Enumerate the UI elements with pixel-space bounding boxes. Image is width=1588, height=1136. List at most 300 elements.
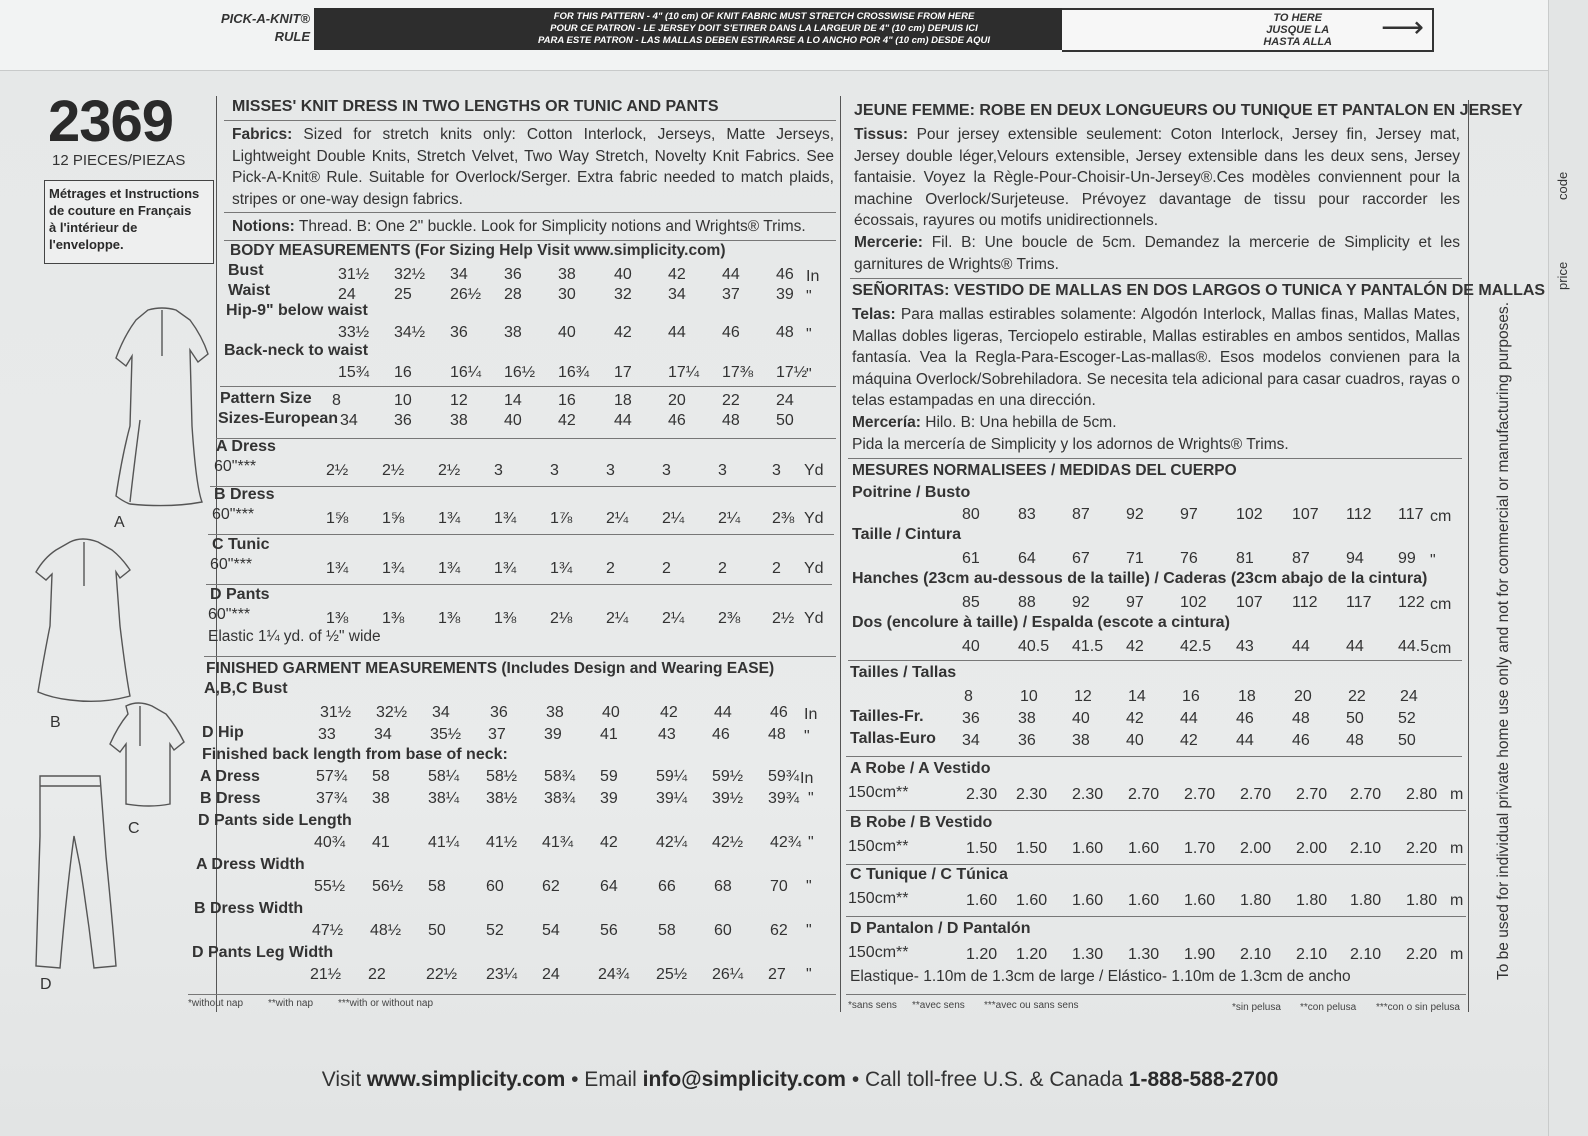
- pattern-size-cell: 14: [504, 392, 522, 409]
- unit: ": [808, 834, 814, 851]
- hip-cell: 36: [450, 324, 468, 341]
- stretch-instructions: FOR THIS PATTERN - 4" (10 cm) OF KNIT FABRIC MUST STRETCH CROSSWISE FROM HERE POUR CE PATRON - LE JERSEY DOIT S'ETIRER DANS LA LARGEUR DE 4" (10 cm) DEPUIS ICI PARA ESTE PATRON - LAS MALLAS DEBEN ESTIRARSE A LO ANCHO POR 4" (10 cm) DESDE AQUI: [538, 11, 990, 46]
- measure-3-cell: 44.5: [1398, 638, 1430, 655]
- waist-cell: 26½: [450, 286, 482, 303]
- measure-3-cell: 40.5: [1018, 638, 1050, 655]
- tailles-cell: 18: [1238, 688, 1256, 705]
- yardage-3-cell: 1⅜: [494, 610, 517, 627]
- yardage-3-cell: 2¼: [662, 610, 685, 627]
- metric-yardage-3-cell: 2.10: [1350, 946, 1382, 963]
- measure-label-0: Poitrine / Busto: [852, 484, 971, 501]
- garment-sketches: [30, 296, 220, 1026]
- fin-b-dress-cell: 38¾: [544, 790, 576, 807]
- tailles-cell: 22: [1348, 688, 1366, 705]
- fin-pants-length-cell: 42: [600, 834, 618, 851]
- row-label-waist: Waist: [228, 282, 271, 299]
- merceria-text: Mercería: Hilo. B: Una hebilla de 5cm.: [852, 414, 1117, 431]
- fin-a-width-cell: 68: [714, 878, 732, 895]
- measure-0-cell: 87: [1072, 506, 1090, 523]
- back-neck-cell: 16½: [504, 364, 536, 381]
- euro-size-cell: 40: [504, 412, 522, 429]
- measure-unit-1: ": [1430, 552, 1436, 569]
- yardage-label-1: B Dress: [214, 486, 275, 503]
- measure-2-cell: 85: [962, 594, 980, 611]
- fin-a-dress-cell: 59¾: [768, 768, 800, 785]
- fin-hip-cell: 35½: [430, 726, 462, 743]
- metric-yardage-2-cell: 1.80: [1350, 892, 1382, 909]
- divider-left: [216, 96, 217, 1012]
- tailles-fr-cell: 46: [1236, 710, 1254, 727]
- back-neck-cell: 17¼: [668, 364, 700, 381]
- hip-cell: 38: [504, 324, 522, 341]
- yardage-width-1: 60"***: [212, 506, 255, 523]
- pattern-size-cell: 16: [558, 392, 576, 409]
- metric-yardage-width-3: 150cm**: [848, 944, 909, 961]
- bust-cell: 36: [504, 266, 522, 283]
- metric-yardage-0-cell: 2.30: [1072, 786, 1104, 803]
- metric-yardage-unit-0: m: [1450, 786, 1464, 803]
- metric-yardage-1-cell: 2.00: [1240, 840, 1272, 857]
- fin-bust-cell: 34: [432, 704, 450, 721]
- tailles-cell: 16: [1182, 688, 1200, 705]
- bust-cell: 31½: [338, 266, 370, 283]
- body-measurements-title: BODY MEASUREMENTS (For Sizing Help Visit www.simplicity.com): [230, 242, 726, 259]
- metric-yardage-label-1: B Robe / B Vestido: [850, 814, 993, 831]
- tailles-fr-cell: 42: [1126, 710, 1144, 727]
- metric-yardage-unit-2: m: [1450, 892, 1464, 909]
- metric-yardage-0-cell: 2.70: [1240, 786, 1272, 803]
- fin-pants-width-cell: 21½: [310, 966, 342, 983]
- measure-1-cell: 94: [1346, 550, 1364, 567]
- row-label-hip: Hip-9" below waist: [226, 302, 368, 319]
- hip-cell: 33½: [338, 324, 370, 341]
- metric-yardage-unit-3: m: [1450, 946, 1464, 963]
- waist-cell: 34: [668, 286, 686, 303]
- back-neck-cell: 15¾: [338, 364, 370, 381]
- tailles-cell: 24: [1400, 688, 1418, 705]
- yardage-2-cell: 1¾: [550, 560, 573, 577]
- yardage-1-cell: 2¼: [718, 510, 741, 527]
- back-neck-cell: 17½: [776, 364, 808, 381]
- fin-b-width-cell: 48½: [370, 922, 402, 939]
- measure-2-cell: 117: [1346, 594, 1372, 611]
- fin-b-dress-cell: 39¾: [768, 790, 800, 807]
- measure-0-cell: 112: [1346, 506, 1372, 523]
- yardage-width-2: 60"***: [210, 556, 253, 573]
- metric-yardage-3-cell: 1.30: [1128, 946, 1160, 963]
- euro-size-cell: 36: [394, 412, 412, 429]
- unit: ": [808, 790, 814, 807]
- waist-cell: 28: [504, 286, 522, 303]
- sketch-d-pants: [36, 776, 116, 968]
- measure-3-cell: 43: [1236, 638, 1254, 655]
- fin-bust-cell: 42: [660, 704, 678, 721]
- euro-size-cell: 38: [450, 412, 468, 429]
- fin-label-back-length: Finished back length from base of neck:: [202, 746, 508, 763]
- pattern-size-cell: 24: [776, 392, 794, 409]
- measure-0-cell: 107: [1292, 506, 1319, 523]
- fin-a-dress-cell: 58¾: [544, 768, 576, 785]
- metric-yardage-1-cell: 1.50: [966, 840, 998, 857]
- unit: ": [806, 878, 812, 895]
- yardage-2-cell: 2: [662, 560, 671, 577]
- hip-cell: 40: [558, 324, 576, 341]
- tallas-euro-cell: 42: [1180, 732, 1198, 749]
- yardage-1-cell: 1¾: [438, 510, 461, 527]
- pattern-size-cell: 20: [668, 392, 686, 409]
- tallas-euro-cell: 36: [1018, 732, 1036, 749]
- euro-size-label: Sizes-European: [218, 410, 339, 427]
- yardage-0-cell: 2½: [326, 462, 349, 479]
- fin-label-b-dress: B Dress: [200, 790, 261, 807]
- yardage-3-cell: 1⅜: [326, 610, 349, 627]
- measure-3-cell: 42.5: [1180, 638, 1212, 655]
- sketch-c-tunic: [110, 703, 184, 806]
- metric-yardage-width-0: 150cm**: [848, 784, 909, 801]
- pick-a-knit-label: PICK-A-KNIT® RULE: [220, 11, 310, 44]
- metric-yardage-2-cell: 1.60: [1184, 892, 1216, 909]
- metric-yardage-0-cell: 2.70: [1350, 786, 1382, 803]
- measure-2-cell: 107: [1236, 594, 1263, 611]
- footnote-con-pelusa: **con pelusa: [1300, 1002, 1357, 1013]
- tailles-fr-cell: 52: [1398, 710, 1416, 727]
- fin-a-width-cell: 56½: [372, 878, 404, 895]
- footnote-con-o-sin-pelusa: ***con o sin pelusa: [1376, 1002, 1460, 1013]
- tallas-euro-cell: 44: [1236, 732, 1254, 749]
- measure-1-cell: 64: [1018, 550, 1036, 567]
- tailles-label: Tailles / Tallas: [850, 664, 957, 681]
- fin-label-b-width: B Dress Width: [194, 900, 304, 917]
- fin-b-width-cell: 56: [600, 922, 618, 939]
- metric-yardage-1-cell: 1.60: [1072, 840, 1104, 857]
- fin-a-width-cell: 58: [428, 878, 446, 895]
- tallas-euro-label: Tallas-Euro: [850, 730, 936, 747]
- fin-pants-width-cell: 22: [368, 966, 386, 983]
- yardage-3-cell: 2¼: [606, 610, 629, 627]
- fin-pants-length-cell: 41¾: [542, 834, 574, 851]
- mercerie-text: Mercerie: Fil. B: Une boucle de 5cm. Demandez la mercerie de Simplicity et les garnitures de Wrights® Trims.: [854, 234, 1460, 273]
- footnote-sans-sens: *sans sens: [848, 1000, 897, 1011]
- pick-a-knit-flap: [0, 0, 1588, 71]
- yardage-unit-0: Yd: [804, 462, 824, 479]
- measure-label-2: Hanches (23cm au-dessous de la taille) / Caderas (23cm abajo de la cintura): [852, 570, 1428, 587]
- fin-b-dress-cell: 38: [372, 790, 390, 807]
- yardage-3-cell: 1⅜: [382, 610, 405, 627]
- pattern-size-cell: 10: [394, 392, 412, 409]
- fin-b-width-cell: 60: [714, 922, 732, 939]
- euro-size-cell: 44: [614, 412, 632, 429]
- fin-label-pants-length: D Pants side Length: [198, 812, 352, 829]
- hip-cell: 34½: [394, 324, 426, 341]
- fin-a-width-cell: 70: [770, 878, 788, 895]
- fin-pants-length-cell: 42¾: [770, 834, 802, 851]
- merceria-text-2: Pida la mercería de Simplicity y los adornos de Wrights® Trims.: [852, 436, 1289, 453]
- waist-cell: 30: [558, 286, 576, 303]
- yardage-label-2: C Tunic: [212, 536, 270, 553]
- yardage-1-cell: 1¾: [494, 510, 517, 527]
- fin-bust-cell: 46: [770, 704, 788, 721]
- metric-yardage-0-cell: 2.80: [1406, 786, 1438, 803]
- waist-cell: 32: [614, 286, 632, 303]
- fin-a-width-cell: 60: [486, 878, 504, 895]
- hip-cell: 46: [722, 324, 740, 341]
- yardage-3-cell: 2⅜: [718, 610, 741, 627]
- tailles-cell: 10: [1020, 688, 1038, 705]
- metric-yardage-2-cell: 1.80: [1406, 892, 1438, 909]
- footnote-with-or-without-nap: ***with or without nap: [338, 998, 434, 1009]
- tailles-cell: 8: [964, 688, 973, 705]
- yardage-1-cell: 2¼: [606, 510, 629, 527]
- fin-a-dress-cell: 59½: [712, 768, 744, 785]
- waist-cell: 37: [722, 286, 740, 303]
- yardage-3-cell: 1⅜: [438, 610, 461, 627]
- measures-title: MESURES NORMALISEES / MEDIDAS DEL CUERPO: [852, 462, 1237, 479]
- fin-pants-width-cell: 25½: [656, 966, 688, 983]
- elastique-note: Elastique- 1.10m de 1.3cm de large / Elástico- 1.10m de 1.3cm de ancho: [850, 968, 1351, 985]
- yardage-width-3: 60"***: [208, 606, 251, 623]
- yardage-3-cell: 2⅛: [550, 610, 573, 627]
- unit: ": [806, 922, 812, 939]
- pattern-size-label: Pattern Size: [220, 390, 312, 407]
- envelope-edge: [1548, 0, 1588, 1136]
- tailles-cell: 12: [1074, 688, 1092, 705]
- measure-3-cell: 40: [962, 638, 980, 655]
- tailles-cell: 20: [1294, 688, 1312, 705]
- metric-yardage-3-cell: 2.20: [1406, 946, 1438, 963]
- metric-yardage-2-cell: 1.80: [1240, 892, 1272, 909]
- measure-3-cell: 44: [1292, 638, 1310, 655]
- sketch-label-a: A: [114, 514, 125, 531]
- metric-yardage-2-cell: 1.60: [1016, 892, 1048, 909]
- measure-0-cell: 97: [1180, 506, 1198, 523]
- fin-b-dress-cell: 39¼: [656, 790, 688, 807]
- measure-label-3: Dos (encolure à taille) / Espalda (escote a cintura): [852, 614, 1230, 631]
- measure-1-cell: 67: [1072, 550, 1090, 567]
- fin-b-dress-cell: 37¾: [316, 790, 348, 807]
- metric-yardage-1-cell: 2.10: [1350, 840, 1382, 857]
- yardage-1-cell: 1⅞: [550, 510, 573, 527]
- fin-hip-cell: 34: [374, 726, 392, 743]
- tailles-fr-cell: 38: [1018, 710, 1036, 727]
- row-label-bust: Bust: [228, 262, 264, 279]
- measure-0-cell: 117: [1398, 506, 1424, 523]
- metric-yardage-0-cell: 2.70: [1128, 786, 1160, 803]
- back-neck-cell: 16¾: [558, 364, 590, 381]
- back-neck-cell: 16: [394, 364, 412, 381]
- fin-bust-cell: 31½: [320, 704, 352, 721]
- fin-pants-width-cell: 24¾: [598, 966, 630, 983]
- bust-cell: 44: [722, 266, 740, 283]
- tailles-fr-label: Tailles-Fr.: [850, 708, 924, 725]
- tissus-text: Tissus: Pour jersey extensible seulement: Coton Interlock, Jersey fin, Jersey mat, Jersey double léger,Velours extensible, Jersey extensible dans les deux sens, Jersey fantaisie. Voyez la Règle-Pour-Choisir-Un-Jersey®.Ces modèles conviennent pour la machine Overlock/Surjeteuse. Prévoyez davantage de tissu pour raccorder les écossais, rayures ou motifs unidirectionnels.: [854, 126, 1460, 229]
- euro-size-cell: 34: [340, 412, 358, 429]
- fin-hip-cell: 41: [600, 726, 618, 743]
- metric-yardage-0-cell: 2.30: [966, 786, 998, 803]
- unit: In: [800, 770, 814, 787]
- metric-yardage-width-2: 150cm**: [848, 890, 909, 907]
- fin-a-dress-cell: 59¼: [656, 768, 688, 785]
- bust-cell: 40: [614, 266, 632, 283]
- fin-label-a-dress: A Dress: [200, 768, 260, 785]
- metric-yardage-3-cell: 1.20: [1016, 946, 1048, 963]
- measure-0-cell: 102: [1236, 506, 1263, 523]
- tailles-fr-cell: 40: [1072, 710, 1090, 727]
- edge-code-label: code: [1555, 171, 1570, 200]
- fin-b-width-cell: 47½: [312, 922, 344, 939]
- bust-cell: 34: [450, 266, 468, 283]
- fin-b-width-cell: 58: [658, 922, 676, 939]
- yardage-0-cell: 3: [662, 462, 671, 479]
- bust-cell: 42: [668, 266, 686, 283]
- metric-yardage-1-cell: 2.20: [1406, 840, 1438, 857]
- tailles-fr-cell: 44: [1180, 710, 1198, 727]
- fin-pants-width-cell: 23¼: [486, 966, 518, 983]
- email-link[interactable]: info@simplicity.com: [642, 1068, 846, 1091]
- measure-1-cell: 87: [1292, 550, 1310, 567]
- euro-size-cell: 42: [558, 412, 576, 429]
- metric-yardage-width-1: 150cm**: [848, 838, 909, 855]
- fabrics-text: Fabrics: Sized for stretch knits only: Cotton Interlock, Jerseys, Matte Jerseys, Lightweight Double Knits, Stretch Velvet, Two Way Stretch, Novelty Knit Fabrics. See Pick-A-Knit® Rule. Suitable for Overlock/Serger. Extra fabric needed to match plaids, stripes or one-way design fabrics.: [232, 126, 835, 208]
- metric-yardage-3-cell: 1.30: [1072, 946, 1104, 963]
- measure-1-cell: 81: [1236, 550, 1254, 567]
- contact-footer: Visit www.simplicity.com • Email info@simplicity.com • Call toll-free U.S. & Canada 1-888-588-2700: [321, 1068, 1279, 1091]
- measure-1-cell: 99: [1398, 550, 1416, 567]
- yardage-2-cell: 1¾: [382, 560, 405, 577]
- tallas-euro-cell: 34: [962, 732, 980, 749]
- fin-b-width-cell: 50: [428, 922, 446, 939]
- waist-cell: 25: [394, 286, 412, 303]
- fin-a-width-cell: 64: [600, 878, 618, 895]
- yardage-0-cell: 3: [718, 462, 727, 479]
- fin-a-dress-cell: 58: [372, 768, 390, 785]
- euro-size-cell: 46: [668, 412, 686, 429]
- fin-b-dress-cell: 39: [600, 790, 618, 807]
- tallas-euro-cell: 40: [1126, 732, 1144, 749]
- measure-unit-3: cm: [1430, 640, 1452, 657]
- tailles-fr-cell: 50: [1346, 710, 1364, 727]
- metric-yardage-2-cell: 1.60: [966, 892, 998, 909]
- pattern-size-cell: 18: [614, 392, 632, 409]
- fin-pants-length-cell: 42¼: [656, 834, 688, 851]
- fin-b-dress-cell: 38¼: [428, 790, 460, 807]
- waist-cell: 39: [776, 286, 794, 303]
- footnote-sin-pelusa: *sin pelusa: [1232, 1002, 1281, 1013]
- fin-pants-length-cell: 41¼: [428, 834, 460, 851]
- footnote-with-nap: **with nap: [268, 998, 314, 1009]
- fin-bust-cell: 38: [546, 704, 564, 721]
- metric-yardage-0-cell: 2.70: [1184, 786, 1216, 803]
- pieces-count: 12 PIECES/PIEZAS: [52, 152, 186, 169]
- yardage-0-cell: 3: [606, 462, 615, 479]
- fin-b-width-cell: 52: [486, 922, 504, 939]
- yardage-2-cell: 1¾: [438, 560, 461, 577]
- arrow-right-icon: ⟶: [1380, 11, 1424, 44]
- metric-yardage-3-cell: 1.20: [966, 946, 998, 963]
- yardage-unit-1: Yd: [804, 510, 824, 527]
- fin-pants-width-cell: 22½: [426, 966, 458, 983]
- fin-hip-cell: 37: [488, 726, 506, 743]
- footnote-without-nap: *without nap: [188, 998, 244, 1009]
- measure-label-1: Taille / Cintura: [852, 526, 962, 543]
- yardage-1-cell: 1⅝: [382, 510, 405, 527]
- yardage-width-0: 60"***: [214, 458, 257, 475]
- measure-0-cell: 83: [1018, 506, 1036, 523]
- fin-hip-cell: 48: [768, 726, 786, 743]
- tallas-euro-cell: 46: [1292, 732, 1310, 749]
- metric-yardage-3-cell: 1.90: [1184, 946, 1216, 963]
- fin-pants-length-cell: 42½: [712, 834, 744, 851]
- yardage-3-cell: 2½: [772, 610, 795, 627]
- metric-yardage-1-cell: 1.50: [1016, 840, 1048, 857]
- to-here-box: TO HERE JUSQUE LA HASTA ALLA ⟶: [1062, 8, 1434, 52]
- fin-bust-cell: 40: [602, 704, 620, 721]
- website-link[interactable]: www.simplicity.com: [366, 1068, 566, 1091]
- measure-2-cell: 92: [1072, 594, 1090, 611]
- unit: ": [806, 966, 812, 983]
- fin-b-width-cell: 62: [770, 922, 788, 939]
- measure-2-cell: 102: [1180, 594, 1207, 611]
- hip-cell: 42: [614, 324, 632, 341]
- divider-middle: [840, 96, 841, 1012]
- fin-label-bust: A,B,C Bust: [204, 680, 288, 697]
- hip-cell: 48: [776, 324, 794, 341]
- finished-measurements-title: FINISHED GARMENT MEASUREMENTS (Includes Design and Wearing EASE): [206, 660, 775, 677]
- tallas-euro-cell: 38: [1072, 732, 1090, 749]
- metric-yardage-unit-1: m: [1450, 840, 1464, 857]
- footnote-avec-sens: **avec sens: [912, 1000, 965, 1011]
- sketch-label-d: D: [40, 976, 52, 993]
- yardage-1-cell: 2¼: [662, 510, 685, 527]
- fin-pants-width-cell: 27: [768, 966, 786, 983]
- tailles-fr-cell: 36: [962, 710, 980, 727]
- metric-yardage-1-cell: 2.00: [1296, 840, 1328, 857]
- fin-b-dress-cell: 39½: [712, 790, 744, 807]
- fin-a-dress-cell: 57¾: [316, 768, 348, 785]
- fin-label-pants-width: D Pants Leg Width: [192, 944, 334, 961]
- yardage-unit-2: Yd: [804, 560, 824, 577]
- waist-cell: 24: [338, 286, 356, 303]
- bust-cell: 32½: [394, 266, 426, 283]
- usage-notice: To be used for individual private home use only and not for commercial or manufacturing purposes.: [1495, 301, 1512, 980]
- spanish-title: SEÑORITAS: VESTIDO DE MALLAS EN DOS LARGOS O TUNICA Y PANTALÓN DE MALLAS: [852, 282, 1546, 299]
- fin-bust-cell: 32½: [376, 704, 408, 721]
- bust-cell: 46: [776, 266, 794, 283]
- fin-label-a-width: A Dress Width: [196, 856, 305, 873]
- yardage-2-cell: 1¾: [326, 560, 349, 577]
- footnote-avec-ou-sans-sens: ***avec ou sans sens: [984, 1000, 1079, 1011]
- back-neck-cell: 17: [614, 364, 632, 381]
- euro-size-cell: 50: [776, 412, 794, 429]
- metric-yardage-3-cell: 2.10: [1296, 946, 1328, 963]
- yardage-0-cell: 2½: [438, 462, 461, 479]
- yardage-label-0: A Dress: [216, 438, 276, 455]
- yardage-0-cell: 3: [550, 462, 559, 479]
- measure-0-cell: 80: [962, 506, 980, 523]
- hip-cell: 44: [668, 324, 686, 341]
- measure-1-cell: 71: [1126, 550, 1144, 567]
- metric-yardage-1-cell: 1.70: [1184, 840, 1216, 857]
- unit: In: [806, 268, 820, 285]
- pattern-size-cell: 8: [332, 392, 341, 409]
- fin-pants-length-cell: 41: [372, 834, 390, 851]
- fin-a-dress-cell: 58¼: [428, 768, 460, 785]
- back-neck-cell: 17⅜: [722, 364, 754, 381]
- french-instructions-note: Métrages et Instructions de couture en Français à l'intérieur de l'enveloppe.: [44, 180, 214, 264]
- fin-a-width-cell: 62: [542, 878, 560, 895]
- pick-a-knit-bar: [314, 8, 1062, 50]
- metric-yardage-label-3: D Pantalon / D Pantalón: [850, 920, 1031, 937]
- yardage-0-cell: 3: [494, 462, 503, 479]
